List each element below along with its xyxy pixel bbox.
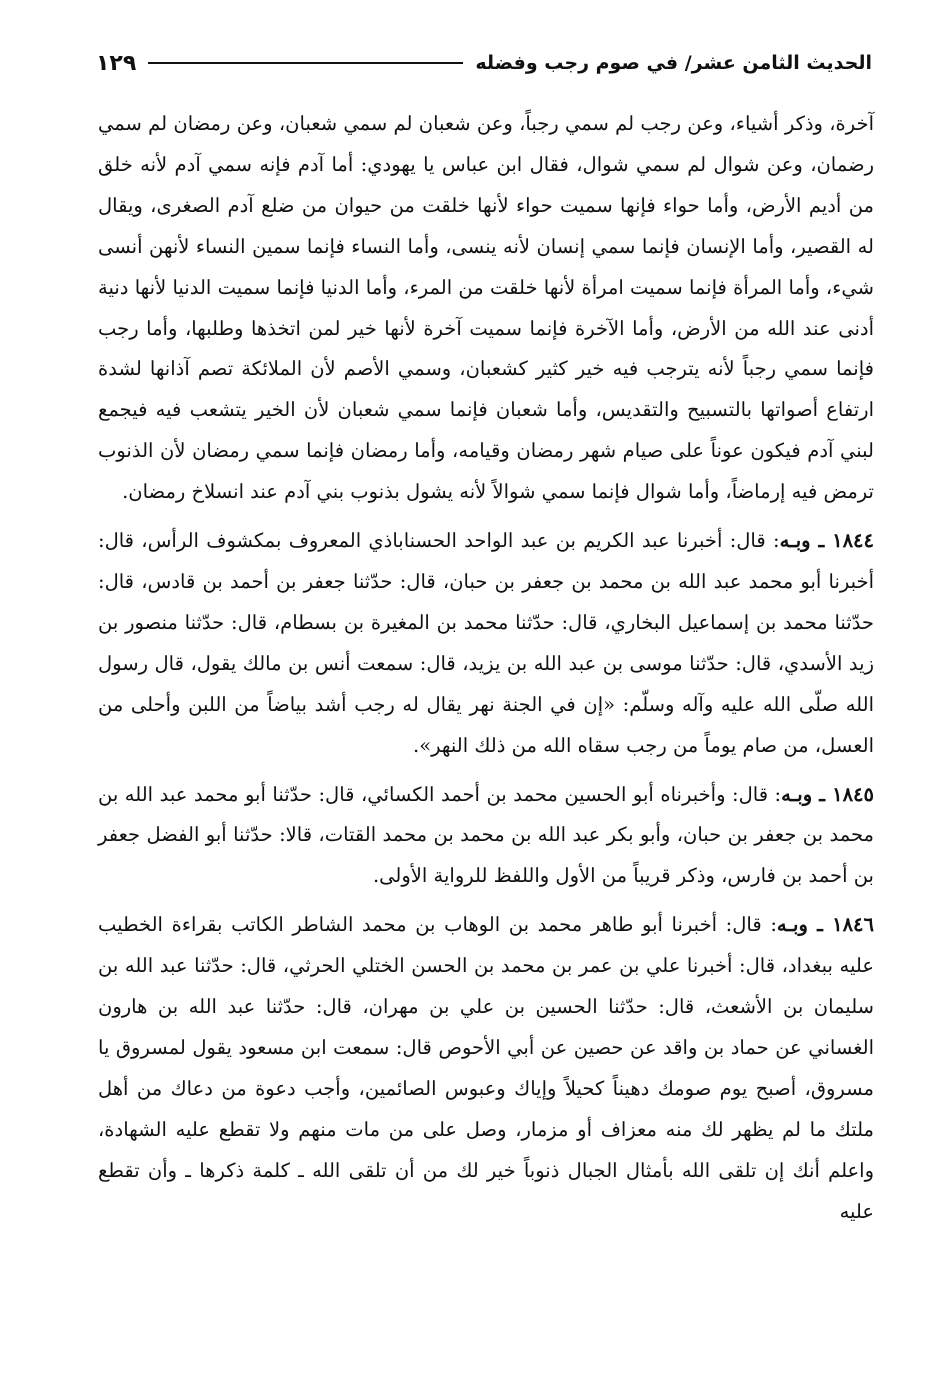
hadith-number: ١٨٤٦ [832, 913, 874, 937]
paragraph-text: آخرة، وذكر أشياء، وعن رجب لم سمي رجباً، وعن شعبان لم سمي شعبان، وعن رمضان لم سمي رضمان، وعن شوال لم سمي شوال، فقال ابن عباس يا يهودي: أما آدم فإنه سمي آدم لأنه خلق من أديم الأرض، وأما حواء فإنها سميت حواء لأنها خلقت من حيوان من ضلع آدم الصغرى، ويقال له القصير، وأما الإنسان فإنما سمي إنسان لأنه ينسى، وأما النساء فإنما سمين النساء لأنهن أنسى شيء، وأما المرأة فإنما سميت امرأة لأنها خلقت من المرء، وأما الدنيا فإنما سميت الدنيا لأنها دنية أدنى عند الله من الأرض، وأما الآخرة فإنما سميت آخرة لأنها خير لمن اتخذها وطلبها، وأما رجب فإنما سمي رجباً لأنه يترجب فيه خير كثير كشعبان، وسمي الأصم لأن الملائكة تصم آذانها لشدة ارتفاع أصواتها بالتسبيح والتقديس، وأما شعبان فإنما سمي شعبان لأن الخير يتشعب فيه فيجمع لبني آدم فيكون عوناً على صيام شهر رمضان وقيامه، وأما رمضان فإنما سمي رمضان لأن الذنوب ترمض فيه إرماضاً، وأما شوال فإنما سمي شوالاً لأنه يشول بذنوب بني آدم عند انسلاخ رمضان. [98, 112, 874, 504]
hadith-separator: ـ [810, 529, 833, 553]
page-header [96, 46, 872, 80]
header-rule [148, 62, 463, 64]
hadith-bihi: وبـه [781, 782, 813, 806]
hadith-separator: ـ [807, 913, 833, 937]
hadith-bihi: وبـه [776, 913, 808, 937]
hadith-1844 [98, 521, 874, 766]
hadith-text: : قال: وأخبرناه أبو الحسين محمد بن أحمد الكسائي، قال: حدّثنا أبو محمد عبد الله بن محمد بن جعفر بن حبان، وأبو بكر عبد الله بن محمد بن محمد القتات، قالا: حدّثنا أبو الفضل جعفر بن أحمد بن فارس، وذكر قريباً من الأول واللفظ للرواية الأولى. [98, 782, 874, 888]
hadith-number: ١٨٤٥ [832, 782, 874, 806]
hadith-bihi: وبـه [779, 529, 811, 553]
hadith-1846 [98, 905, 874, 1232]
paragraph-continuation [98, 104, 874, 513]
page-body [98, 104, 874, 1232]
hadith-text: : قال: أخبرنا أبو طاهر محمد بن الوهاب بن محمد الشاطر الكاتب بقراءة الخطيب عليه ببغداد، قال: أخبرنا علي بن عمر بن محمد بن الحسن الختلي الحرثي، قال: حدّثنا عبد الله بن سليمان بن الأشعث، قال: حدّثنا الحسين بن علي بن مهران، قال: حدّثنا عبد الله بن هارون الغساني عن حماد بن واقد عن حصين عن أبي الأحوص قال: سمعت ابن مسعود يقول لمسروق يا مسروق، أصبح يوم صومك دهيناً كحيلاً وإياك وعبوس الصائمين، وأجب دعوة من دعاك من أهل ملتك ما لم يظهر لك منه معزاف أو مزمار، وصل على من مات منهم ولا تقطع عليه الشهادة، واعلم أنك إن تلقى الله بأمثال الجبال ذنوباً خير لك من أن تلقى الله ـ كلمة ذكرها ـ وأن تقطع عليه [98, 913, 874, 1223]
hadith-text: : قال: أخبرنا عبد الكريم بن عبد الواحد الحسناباذي المعروف بمكشوف الرأس، قال: أخبرنا أبو محمد عبد الله بن محمد بن جعفر بن حبان، قال: حدّثنا جعفر بن أحمد بن قادس، قال: حدّثنا محمد بن إسماعيل البخاري، قال: حدّثنا محمد بن المغيرة بن بسطام، قال: حدّثنا منصور بن زيد الأسدي، قال: حدّثنا موسى بن عبد الله بن يزيد، قال: سمعت أنس بن مالك يقول، قال رسول الله صلّى الله عليه وآله وسلّم: «إن في الجنة نهر يقال له رجب أشد بياضاً من اللبن وأحلى من العسل، من صام يوماً من رجب سقاه الله من ذلك النهر». [98, 529, 874, 757]
page-number: ١٢٩ [96, 50, 137, 76]
hadith-1845 [98, 775, 874, 898]
hadith-number: ١٨٤٤ [832, 529, 874, 553]
hadith-separator: ـ [812, 782, 833, 806]
running-title: الحديث الثامن عشر/ في صوم رجب وفضله [475, 52, 872, 74]
